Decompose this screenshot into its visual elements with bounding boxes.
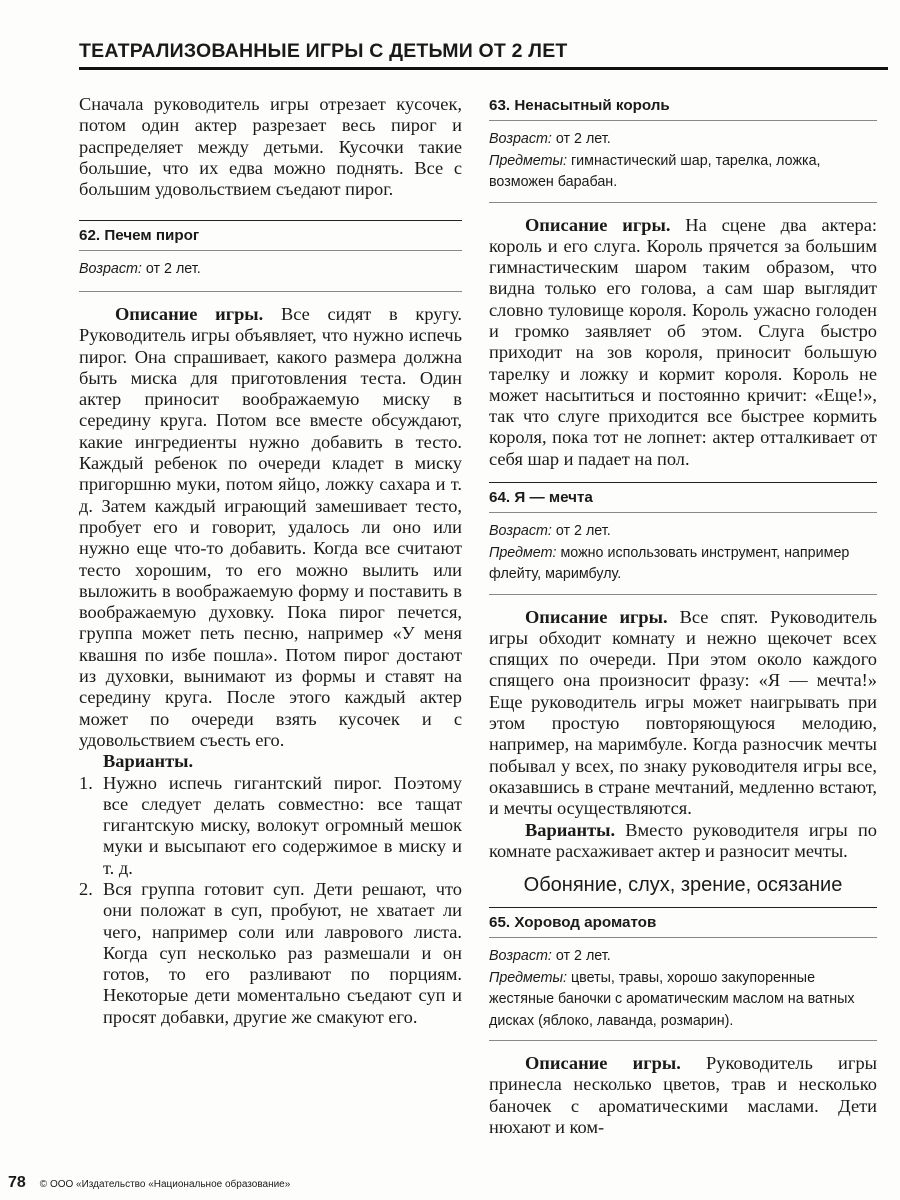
age-label: Возраст: xyxy=(489,131,552,147)
items-label: Предмет: xyxy=(489,544,557,561)
description-label: Описание игры. xyxy=(115,303,264,324)
game-63-items xyxy=(489,151,877,194)
game-62-variants-list xyxy=(79,773,462,1029)
game-62-title: 62. Печем пирог xyxy=(79,227,200,245)
variant-number: 1. xyxy=(79,772,93,793)
variants-label: Варианты. xyxy=(525,819,616,840)
game-63-age xyxy=(489,129,877,151)
game-63-meta-rule xyxy=(489,202,877,203)
game-62-age xyxy=(79,251,462,281)
game-65-meta xyxy=(489,938,877,1032)
description-text: На сцене два актера: король и его слуга. Король прячется за большим гимнастическим шаром таким образом, что видна только его голова, а сам шар выглядит словно туловище короля. Король ужасно голоден и громко заявляет об этом. Слуга быстро приходит на зов короля, приносит большую тарелку и ложку и кормит короля. Король не может насытиться и постоянно кричит: «Еще!», так что слуге приходится все быстрее кормить короля, пока тот не лопнет: актер отталкивает от себя шар и падает на пол. xyxy=(489,214,877,469)
section-heading: Обоняние, слух, зрение, осязание xyxy=(523,874,843,897)
game-63-title: 63. Ненасытный король xyxy=(489,97,670,114)
right-column xyxy=(489,92,877,1138)
variant-text: Нужно испечь гигантский пирог. Поэтому все следует делать совместно: все тащат гигантскую миску, волокут огромный мешок муки и высыпают его содержимое в миску и т. д. xyxy=(103,772,462,878)
left-column xyxy=(79,92,462,1028)
game-64-meta-rule xyxy=(489,594,877,595)
description-label: Описание игры. xyxy=(525,606,668,627)
copyright-text: © ООО «Издательство «Национальное образование» xyxy=(39,1179,291,1190)
game-65-title: 65. Хоровод ароматов xyxy=(489,914,657,932)
variant-text: Вся группа готовит суп. Дети решают, что они положат в суп, пробуют, не хватает ли чего, например соли или лаврового листа. Когда суп несколько раз размешали и он готов, то его разливают по порциям. Некоторые дети моментально съедают суп и просят добавки, другие же смакуют его. xyxy=(103,879,462,1027)
age-value: от 2 лет. xyxy=(551,523,611,540)
game-62-variants-label: Варианты. xyxy=(103,751,194,772)
items-value: можно использовать инструмент, например флейту, маримбулу. xyxy=(489,544,850,583)
items-value: цветы, травы, хорошо закупоренные жестяные баночки с ароматическим маслом на ватных дисках (яблоко, лаванда, розмарин). xyxy=(489,969,855,1029)
game-64-age xyxy=(489,521,877,543)
description-label: Описание игры. xyxy=(525,214,671,235)
age-label: Возраст: xyxy=(79,261,142,278)
running-header: ТЕАТРАЛИЗОВАННЫЕ ИГРЫ С ДЕТЬМИ ОТ 2 ЛЕТ xyxy=(79,40,888,70)
intro-paragraph: Сначала руководитель игры отрезает кусочек, потом один актер разрезает весь пирог и распределяет между детьми. Кусочки такие большие, что их едва можно поднять. Все с большим удовольствием съедают пирог. xyxy=(79,94,462,200)
description-text: Все спят. Руководитель игры обходит комнату и нежно щекочет всех спящих по очереди. При этом около каждого спящего она произносит фразу: «Я — мечта!» Еще руководитель игры может наигрывать при этом простую повторяющуюся мелодию, например, на маримбуле. Когда разносчик мечты побывал у всех, по знаку руководителя игры все, оказавшись в стране мечтаний, медленно встают, и мечты осуществляются. xyxy=(489,606,877,819)
page-number: 78 xyxy=(8,1174,26,1191)
items-label: Предметы: xyxy=(489,152,567,169)
variant-number: 2. xyxy=(79,879,93,899)
game-65-items xyxy=(489,968,877,1033)
page-footer xyxy=(8,1174,290,1192)
description-label: Описание игры. xyxy=(525,1053,681,1074)
items-label: Предметы: xyxy=(489,969,567,986)
game-65-age xyxy=(489,946,877,968)
game-64-title: 64. Я — мечта xyxy=(489,489,593,507)
game-64-variants xyxy=(489,820,877,863)
age-value: от 2 лет. xyxy=(141,261,201,278)
description-text: Все сидят в кругу. Руководитель игры объявляет, что нужно испечь пирог. Она спрашивает, какого размера должна быть миска для приготовления теста. Один актер приносит воображаемую миску в середину круга. Потом все вместе обсуждают, какие ингредиенты нужно добавить в тесто. Каждый ребенок по очереди кладет в миску пригоршню муки, потом яйцо, ложку сахара и т. д. Затем каждый играющий замешивает тесто, пробует его и говорит, удалось ли оно или нужно еще что-то добавить. Когда все считают тесто хорошим, то его можно вылить или выложить в воображаемую форму и поставить в воображаемую духовку. Пока пирог печется, группа может петь песню, например «У меня квашня по избе пошла». Потом пирог достают из духовки, вынимают из формы и ставят на середину круга. После этого каждый актер может по очереди взять кусочек и с удовольствием съесть его. xyxy=(79,303,462,750)
items-value: гимнастический шар, тарелка, ложка, возможен барабан. xyxy=(489,152,821,190)
game-63-description xyxy=(489,215,877,471)
age-value: от 2 лет. xyxy=(551,948,611,965)
game-64-description xyxy=(489,607,877,820)
age-label: Возраст: xyxy=(489,948,552,965)
game-65-description xyxy=(489,1053,877,1138)
variants-text: Вместо руководителя игры по комнате расхаживает актер и разносит мечты. xyxy=(489,819,877,861)
game-62-description xyxy=(79,304,462,751)
game-63-meta xyxy=(489,121,877,194)
variant-item xyxy=(79,879,462,1028)
game-64-meta xyxy=(489,513,877,586)
age-value: от 2 лет. xyxy=(551,131,611,147)
game-65-meta-rule xyxy=(489,1040,877,1041)
game-64-items xyxy=(489,543,877,586)
variant-item xyxy=(79,773,462,879)
age-label: Возраст: xyxy=(489,523,552,540)
game-62-meta-rule xyxy=(79,291,462,292)
description-text: Руководитель игры принесла несколько цветов, трав и несколько баночек с ароматическими маслами. Дети нюхают и ком- xyxy=(489,1053,877,1138)
